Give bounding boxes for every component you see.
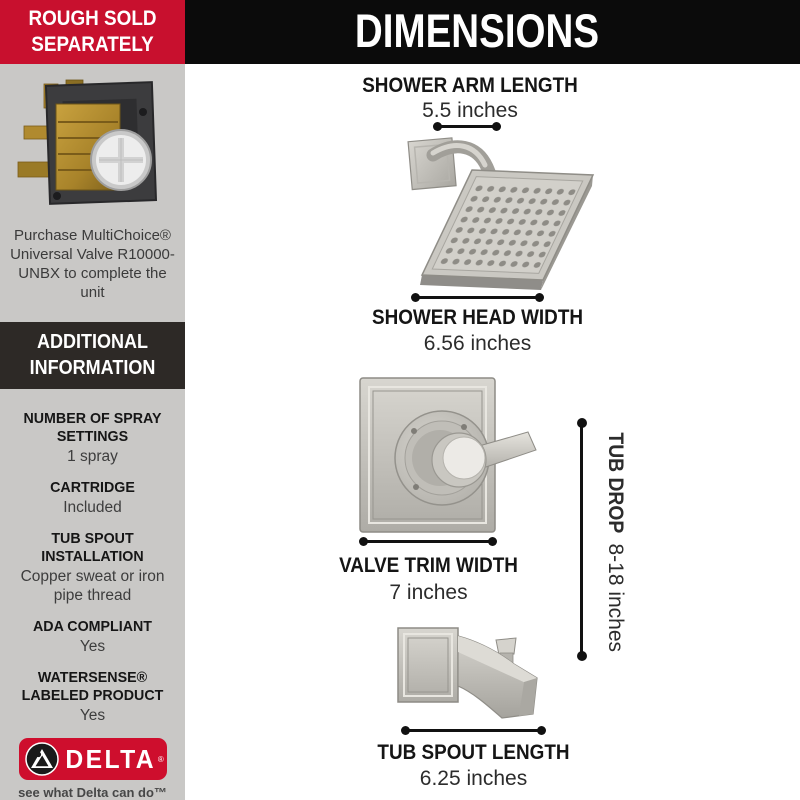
page-title: DIMENSIONS [354, 4, 600, 57]
valve-trim-width-value: 7 inches [389, 581, 468, 604]
spec-tub-spout-installation [12, 530, 173, 605]
spec-value: 1 spray [67, 448, 118, 465]
spec-value: Yes [79, 638, 106, 655]
spec-value: Yes [79, 707, 106, 724]
shower-head-dimension-line [415, 296, 540, 299]
delta-brand-text: DELTA [64, 743, 156, 774]
spec-list [0, 410, 185, 725]
spec-ada-compliant [12, 618, 173, 656]
tub-spout-length-value: 6.25 inches [419, 767, 528, 790]
valve-trim-width-label: VALVE TRIM WIDTH [339, 554, 518, 577]
spec-label: NUMBER OF SPRAY SETTINGS [23, 410, 162, 445]
shower-head-illustration [395, 133, 610, 305]
delta-triangle-icon [25, 742, 59, 776]
delta-tagline: see what Delta can do™ [18, 785, 167, 800]
shower-arm-length-label: SHOWER ARM LENGTH [362, 74, 578, 97]
spec-label: WATERSENSE® LABELED PRODUCT [21, 669, 164, 704]
spec-value: Included [63, 499, 122, 516]
additional-information-banner [0, 322, 185, 389]
valve-trim-dimension-line [363, 540, 493, 543]
tub-drop-value: 8-18 inches [604, 543, 627, 653]
tub-drop-dimension-line [580, 422, 583, 657]
sidebar [0, 64, 185, 800]
valve-trim-illustration [352, 374, 542, 539]
spec-label: ADA COMPLIANT [32, 618, 153, 635]
registered-mark: ® [157, 754, 164, 764]
spec-cartridge [12, 479, 173, 517]
tub-drop-label-group [602, 422, 628, 658]
shower-arm-length-value: 5.5 inches [422, 99, 518, 122]
spec-label: CARTRIDGE [50, 479, 135, 496]
delta-logo [19, 738, 167, 780]
rough-in-valve-image [0, 76, 185, 216]
spec-value: Copper sweat or iron pipe thread [20, 568, 165, 604]
valve-caption: Purchase MultiChoice® Universal Valve R10000-UNBX to complete the unit [10, 227, 175, 301]
rough-sold-separately-label: ROUGH SOLD SEPARATELY [28, 7, 157, 56]
spec-watersense [12, 669, 173, 725]
shower-arm-dimension-line [437, 125, 497, 128]
shower-head-width-value: 6.56 inches [423, 332, 532, 355]
tub-spout-illustration [390, 620, 555, 728]
additional-information-label: ADDITIONAL INFORMATION [29, 331, 156, 379]
rough-sold-separately-banner [0, 0, 185, 64]
tub-spout-dimension-line [405, 729, 542, 732]
tub-drop-label: TUB DROP [604, 432, 627, 534]
spec-label: TUB SPOUT INSTALLATION [41, 530, 144, 565]
tub-spout-length-label: TUB SPOUT LENGTH [377, 741, 570, 764]
spec-spray-settings [12, 410, 173, 466]
shower-head-width-label: SHOWER HEAD WIDTH [371, 306, 584, 329]
